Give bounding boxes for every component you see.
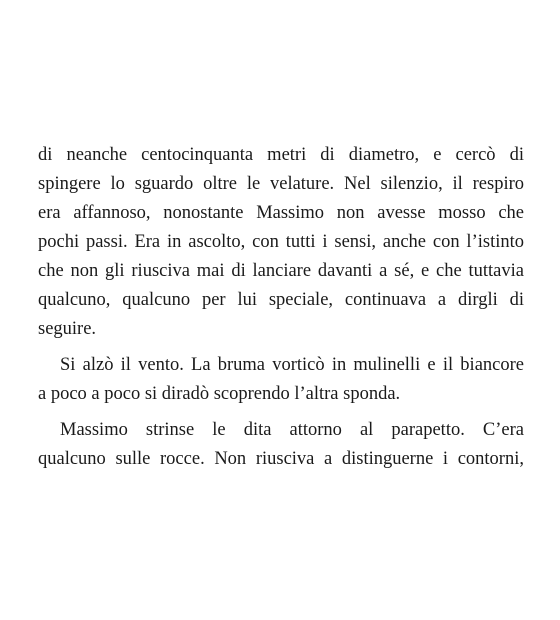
- text-line: qualcuno sulle rocce. Non riusciva a distinguerne i contorni,: [38, 449, 524, 469]
- book-page-text: [38, 141, 524, 474]
- text-line: a poco a poco si diradò scoprendo l’altra sponda.: [38, 384, 401, 404]
- paragraph-3: [38, 416, 524, 474]
- text-line: pochi passi. Era in ascolto, con tutti i sensi, anche con l’istinto: [38, 232, 524, 252]
- paragraph-2: [38, 351, 524, 409]
- text-line: Si alzò il vento. La bruma vorticò in mulinelli e il biancore: [60, 355, 524, 375]
- text-line: spingere lo sguardo oltre le velature. Nel silenzio, il respiro: [38, 174, 524, 194]
- text-line: di neanche centocinquanta metri di diametro, e cercò di: [38, 145, 524, 165]
- text-line: era affannoso, nonostante Massimo non avesse mosso che: [38, 203, 524, 223]
- text-line: seguire.: [38, 319, 97, 339]
- text-line: Massimo strinse le dita attorno al parapetto. C’era: [60, 420, 524, 440]
- text-line: qualcuno, qualcuno per lui speciale, continuava a dirgli di: [38, 290, 524, 310]
- paragraph-1: [38, 141, 524, 344]
- text-line: che non gli riusciva mai di lanciare davanti a sé, e che tuttavia: [38, 261, 524, 281]
